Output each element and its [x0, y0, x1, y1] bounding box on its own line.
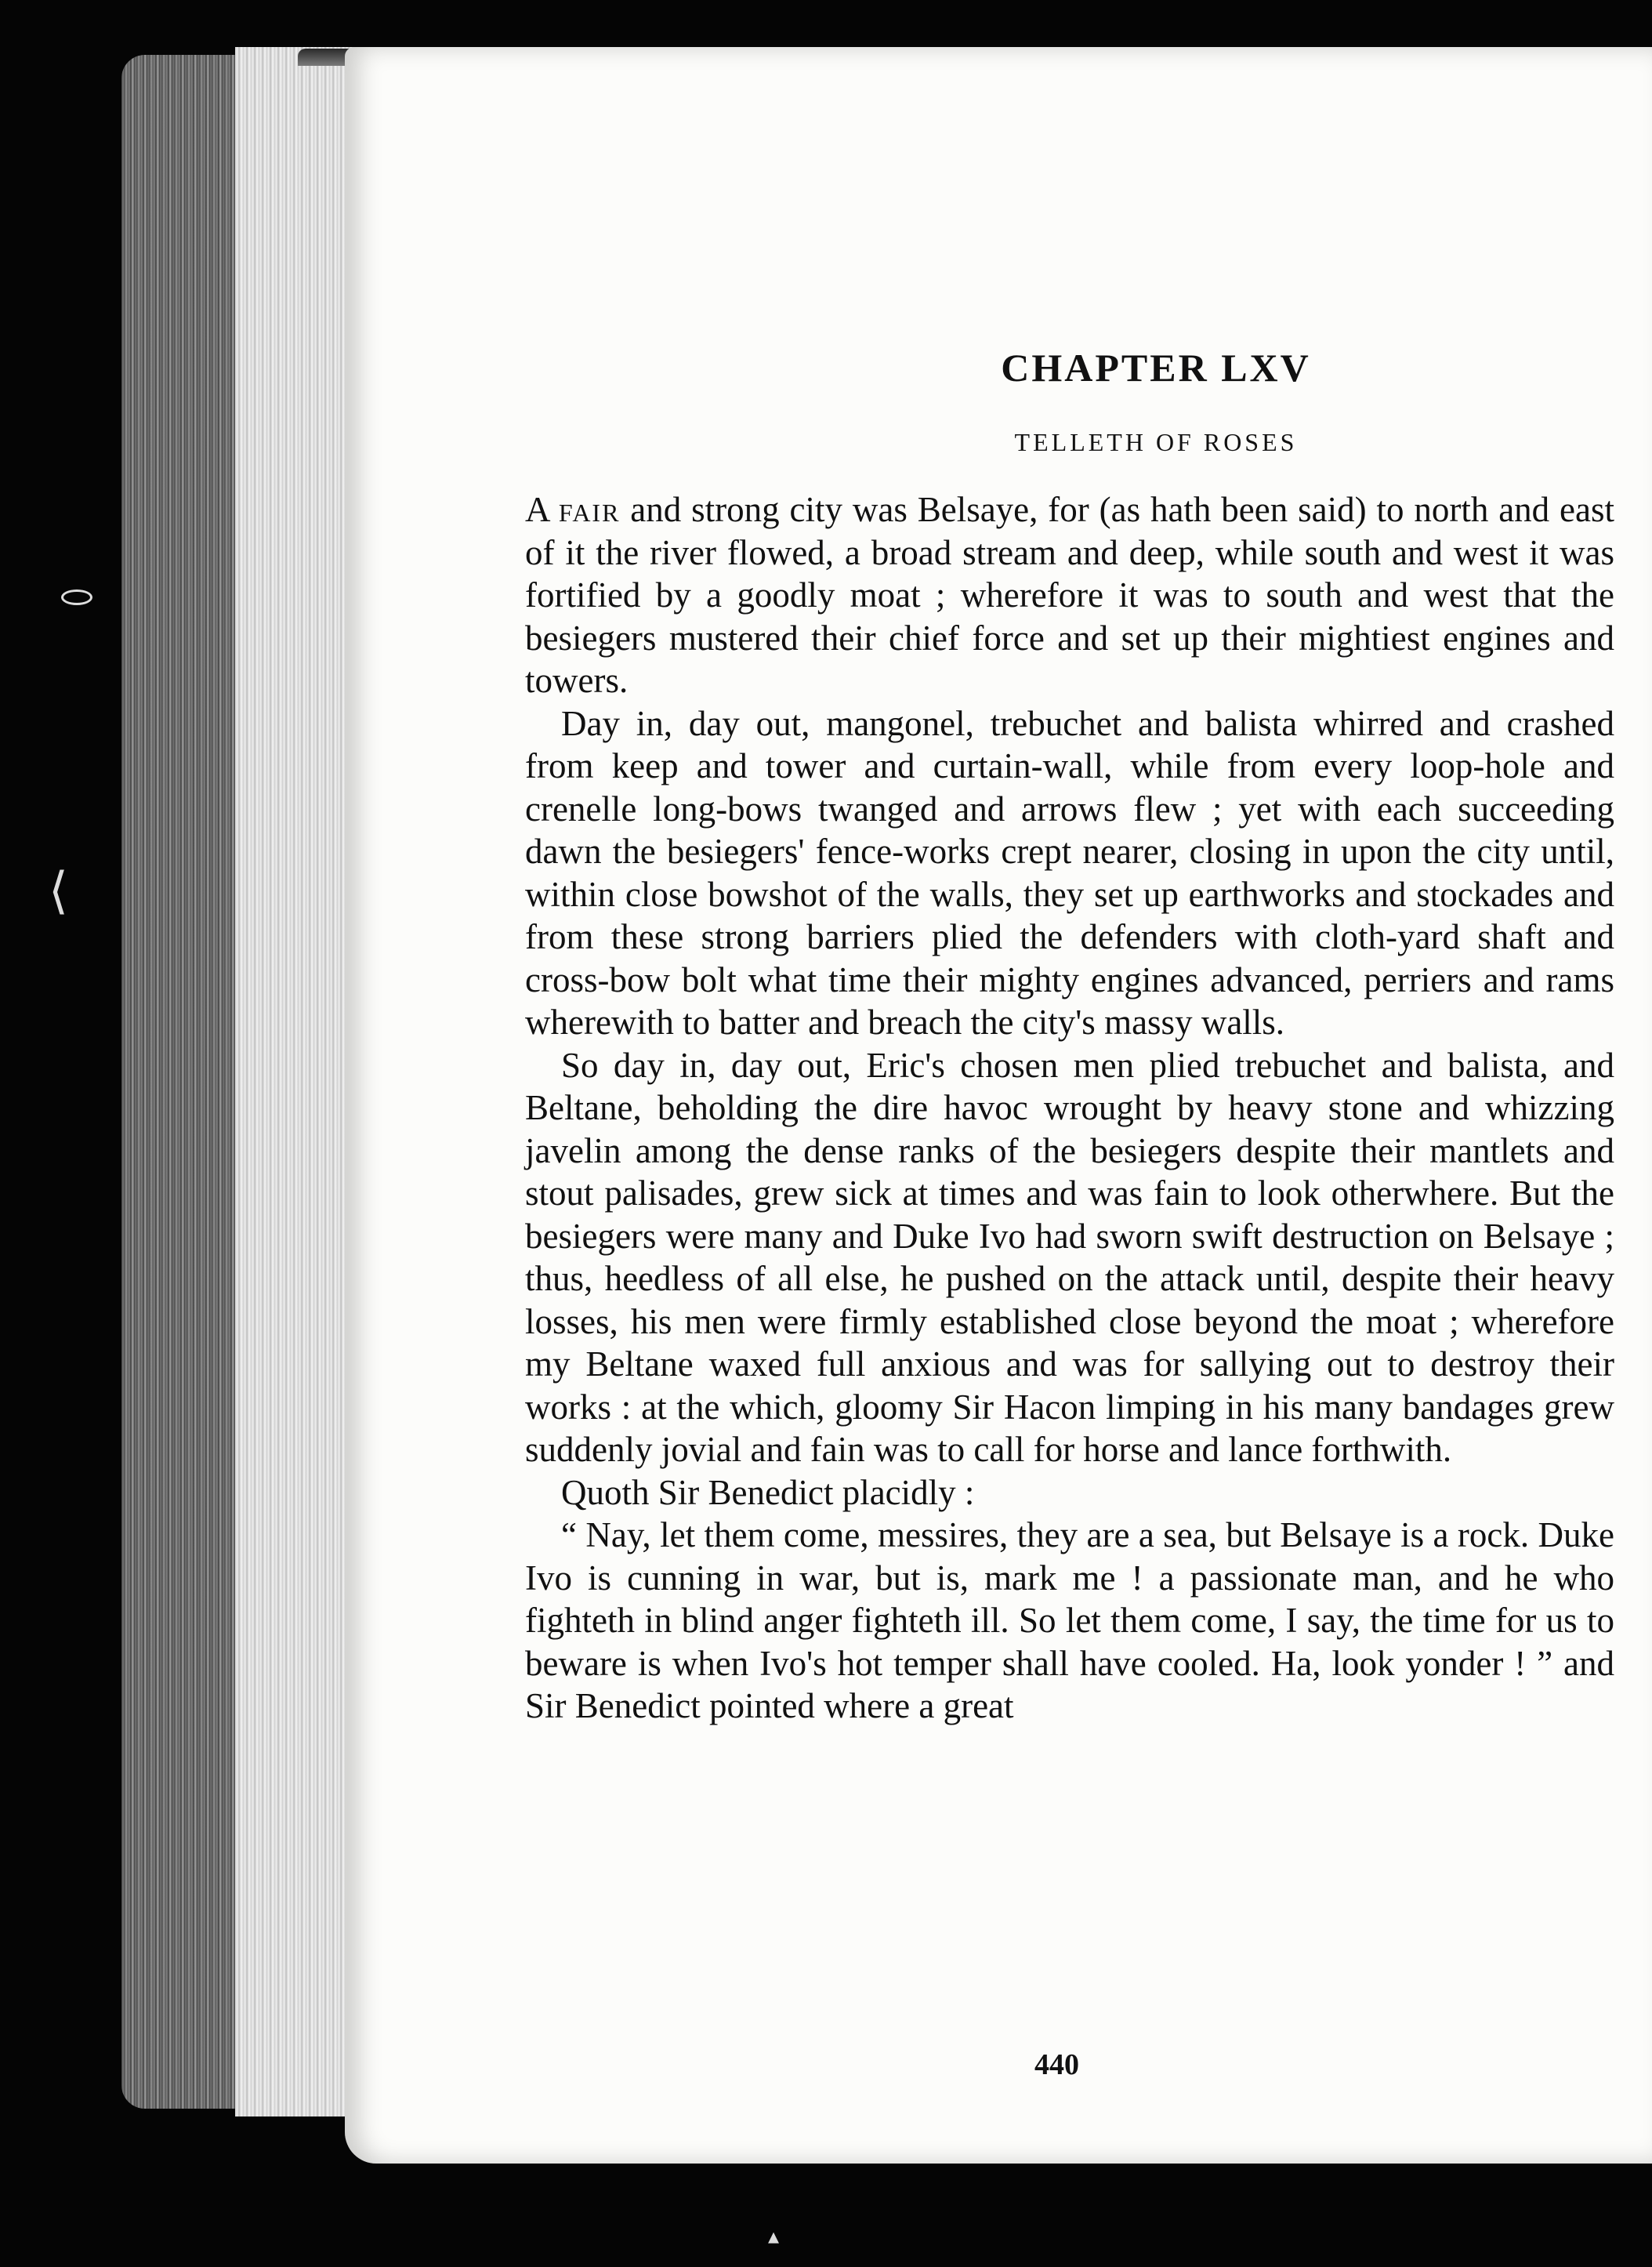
book-page-edges-inner	[235, 47, 360, 2116]
paragraph-5: “ Nay, let them come, messires, they are a sea, but Belsaye is a rock. Duke Ivo is cunning in war, but is, mark me ! a passionate man, and he who fighteth in blind anger fighteth ill. So let them come, I say, the time for us to beware is when Ivo's hot temper shall have cooled. Ha, look yonder ! ” and Sir Benedict pointed where a great	[525, 1515, 1614, 1725]
scan-artifact-ring	[61, 589, 92, 605]
scan-artifact-mark: ⟨	[49, 862, 68, 920]
paragraph-2: Day in, day out, mangonel, trebuchet and balista whirred and crashed from keep and tower and curtain-wall, while from every loop-hole and crenelle long-bows twanged and arrows flew ; yet with each succeeding dawn the besiegers' fence-works crept nearer, closing in upon the city until, within close bowshot of the walls, they set up earthworks and stockades and from these strong barriers plied the defenders with cloth-yard shaft and cross-bow bolt what time their mighty engines advanced, perriers and rams wherewith to batter and breach the city's massy walls.	[525, 703, 1614, 1042]
paragraph-4: Quoth Sir Benedict placidly :	[561, 1472, 975, 1512]
scan-artifact-dot: ▴	[768, 2223, 780, 2249]
paragraph-1-text: and strong city was Belsaye, for (as hath been said) to north and east of it the river flowed, a broad stream and deep, while south and west it was fortified by a goodly moat ; wherefore it was to south and west that the besiegers mustered their chief force and set up their mightiest engines and towers.	[525, 490, 1614, 700]
page-number: 440	[1034, 2048, 1079, 2081]
paragraph-1	[525, 488, 1614, 702]
small-caps-word: fair	[558, 490, 621, 529]
chapter-title: CHAPTER LXV	[1001, 346, 1311, 390]
drop-lead: A	[525, 490, 559, 529]
paragraph-3: So day in, day out, Eric's chosen men plied trebuchet and balista, and Beltane, beholding the dire havoc wrought by heavy stone and whizzing javelin among the dense ranks of the besiegers despite their mantlets and stout palisades, grew sick at times and was fain to look otherwhere. But the besiegers were many and Duke Ivo had sworn swift destruction on Belsaye ; thus, heedless of all else, he pushed on the attack until, despite their heavy losses, his men were firmly established close beyond the moat ; wherefore my Beltane waxed full anxious and was for sallying out to destroy their works : at the which, gloomy Sir Hacon limping in his many bandages grew suddenly jovial and fain was to call for horse and lance forthwith.	[525, 1045, 1614, 1469]
chapter-subtitle: TELLETH OF ROSES	[1014, 428, 1298, 456]
page-content	[525, 314, 1614, 1728]
